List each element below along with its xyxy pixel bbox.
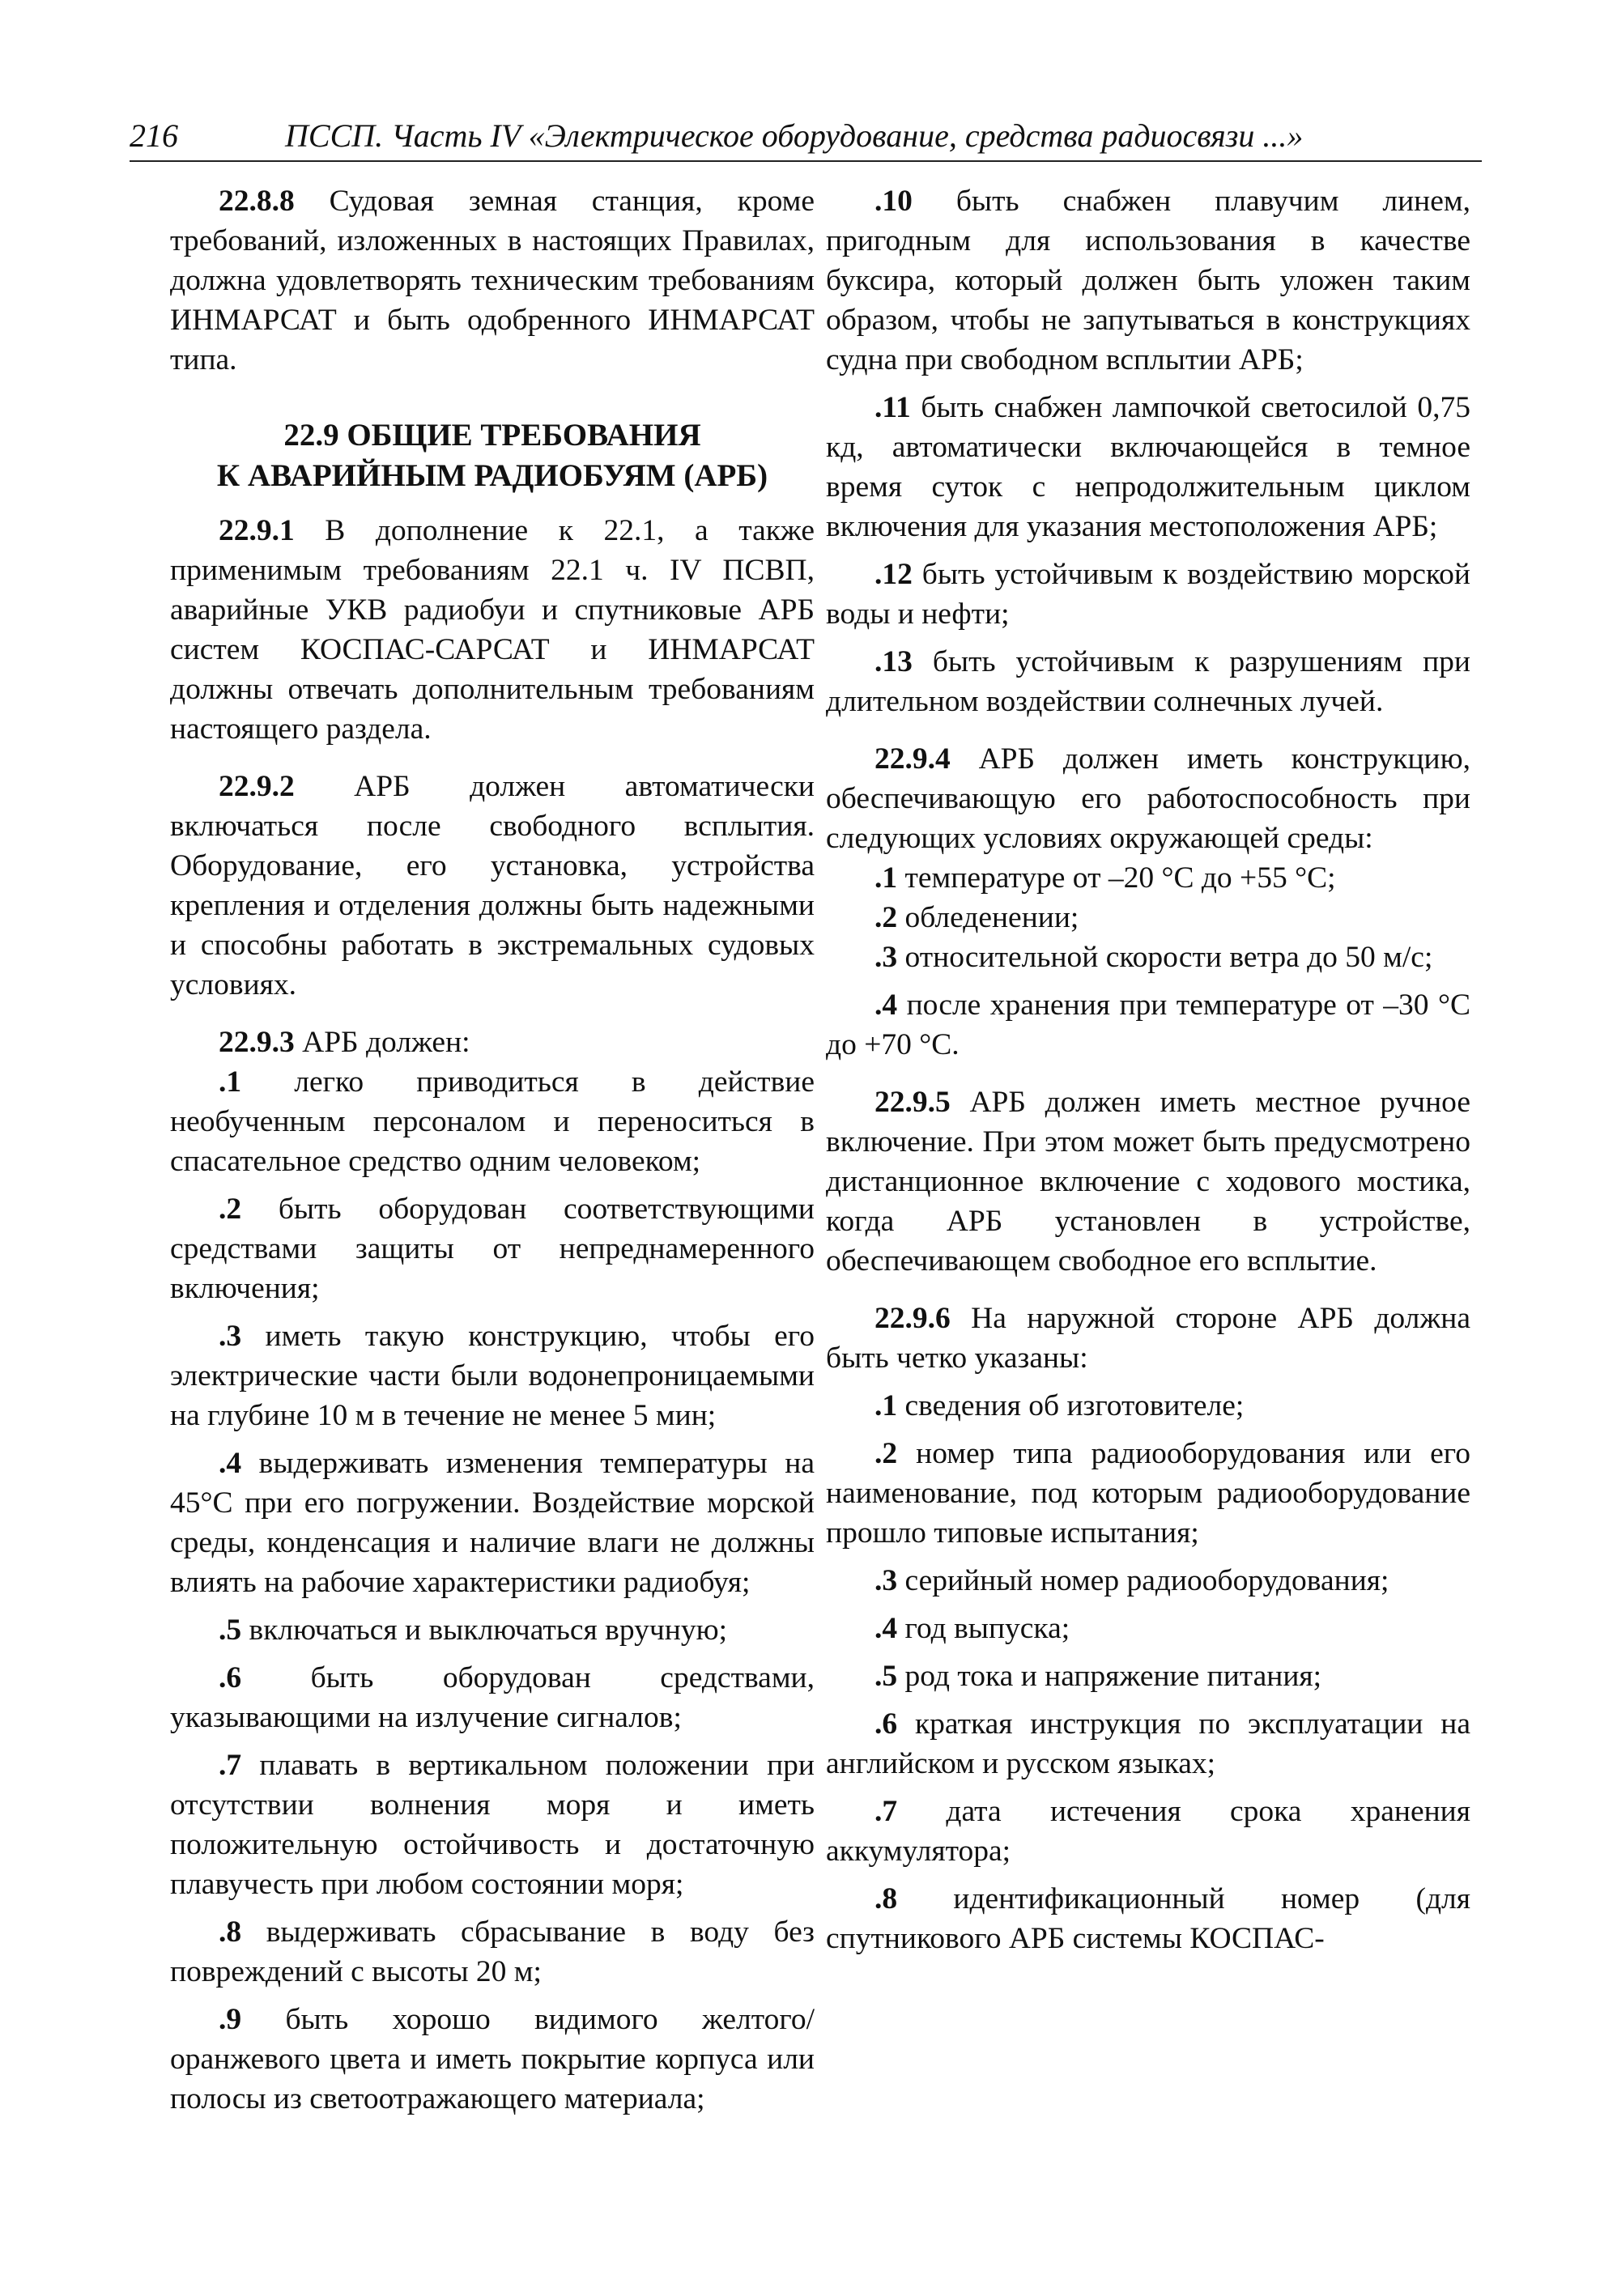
list-item: .8 идентификационный номер (для спутникового АРБ системы КОСПАС- [826, 1882, 1470, 1955]
paragraph-22-9-2: 22.9.2 АРБ должен автоматически включаться после свободного всплытия. Оборудование, его установка, устройства крепления и отделения должны быть надежными и способны работать в экстремальных судовых условиях. [170, 770, 815, 1001]
paragraph-22-9-3: 22.9.3 АРБ должен: [219, 1026, 470, 1059]
list-item: .5 включаться и выключаться вручную; [219, 1614, 727, 1647]
running-title: ПССП. Часть IV «Электрическое оборудование, средства радиосвязи ...» [285, 117, 1304, 154]
list-item: .4 год выпуска; [874, 1612, 1070, 1645]
list-item: .12 быть устойчивым к воздействию морской воды и нефти; [826, 558, 1470, 631]
list-item: .6 быть оборудован средствами, указывающими на излучение сигналов; [170, 1661, 815, 1734]
list-item: .2 обледенении; [874, 901, 1079, 934]
list-item: .1 легко приводиться в действие необученным персоналом и переноситься в спасательное средство одним человеком; [170, 1065, 815, 1178]
list-item: .11 быть снабжен лампочкой светосилой 0,75 кд, автоматически включающейся в темное время суток с непродолжительным циклом включения для указания местоположения АРБ; [826, 391, 1470, 543]
page-number: 216 [130, 117, 178, 154]
list-item: .1 температуре от –20 °С до +55 °С; [874, 861, 1336, 895]
list-item: .3 серийный номер радиооборудования; [874, 1564, 1389, 1597]
section-heading-line-2: К АВАРИЙНЫМ РАДИОБУЯМ (АРБ) [216, 458, 768, 493]
list-item: .5 род тока и напряжение питания; [874, 1660, 1322, 1693]
list-item: .7 дата истечения срока хранения аккумулятора; [826, 1795, 1470, 1868]
list-item: .7 плавать в вертикальном положении при отсутствии волнения моря и иметь положительную остойчивость и достаточную плавучесть при любом состоянии моря; [170, 1749, 815, 1901]
list-item: .6 краткая инструкция по эксплуатации на английском и русском языках; [826, 1707, 1470, 1780]
list-item: .4 выдерживать изменения температуры на 45°C при его погружении. Воздействие морской среды, конденсация и наличие влаги не должны влиять на рабочие характеристики радиобуя; [170, 1447, 815, 1599]
page-header [130, 112, 1482, 162]
list-item: .2 номер типа радиооборудования или его наименование, под которым радиооборудование прошло типовые испытания; [826, 1437, 1470, 1550]
paragraph-22-9-4: 22.9.4 АРБ должен иметь конструкцию, обеспечивающую его работоспособность при следующих условиях окружающей среды: [826, 742, 1470, 855]
list-item: .3 иметь такую конструкцию, чтобы его электрические части были водонепроницаемыми на глубине 10 м в течение не менее 5 мин; [170, 1320, 815, 1432]
list-item: .1 сведения об изготовителе; [874, 1389, 1245, 1422]
list-item: .9 быть хорошо видимого желтого/оранжевого цвета и иметь покрытие корпуса или полосы из светоотражающего материала; [170, 2003, 815, 2115]
paragraph-22-9-6: 22.9.6 На наружной стороне АРБ должна быть четко указаны: [826, 1302, 1470, 1375]
paragraph-22-9-5: 22.9.5 АРБ должен иметь местное ручное включение. При этом может быть предусмотрено дистанционное включение с ходового мостика, когда АРБ установлен в устройстве, обеспечивающем свободное его всплытие. [826, 1086, 1470, 1278]
list-item: .8 выдерживать сбрасывание в воду без повреждений с высоты 20 м; [170, 1915, 815, 1988]
section-heading [170, 415, 815, 496]
section-heading-line-1: 22.9 ОБЩИЕ ТРЕБОВАНИЯ [283, 418, 701, 453]
list-item: .2 быть оборудован соответствующими средствами защиты от непреднамеренного включения; [170, 1193, 815, 1305]
list-item: .4 после хранения при температуре от –30 °С до +70 °С. [826, 989, 1470, 1061]
paragraph-22-9-1: 22.9.1 В дополнение к 22.1, а также применимым требованиям 22.1 ч. IV ПСВП, аварийные УКВ радиобуи и спутниковые АРБ систем КОСПАС-САРСАТ и ИНМАРСАТ должны отвечать дополнительным требованиям настоящего раздела. [170, 514, 815, 746]
list-item: .3 относительной скорости ветра до 50 м/с; [874, 941, 1433, 974]
list-item: .10 быть снабжен плавучим линем, пригодным для использования в качестве буксира, который должен быть уложен таким образом, чтобы не запутываться в конструкциях судна при свободном всплытии АРБ; [826, 185, 1470, 376]
list-item: .13 быть устойчивым к разрушениям при длительном воздействии солнечных лучей. [826, 645, 1470, 718]
right-column [826, 181, 1470, 1958]
left-column [170, 181, 815, 2119]
paragraph-22-8-8: 22.8.8 Судовая земная станция, кроме требований, изложенных в настоящих Правилах, должна удовлетворять техническим требованиям ИНМАРСАТ и быть одобренного ИНМАРСАТ типа. [170, 185, 815, 376]
